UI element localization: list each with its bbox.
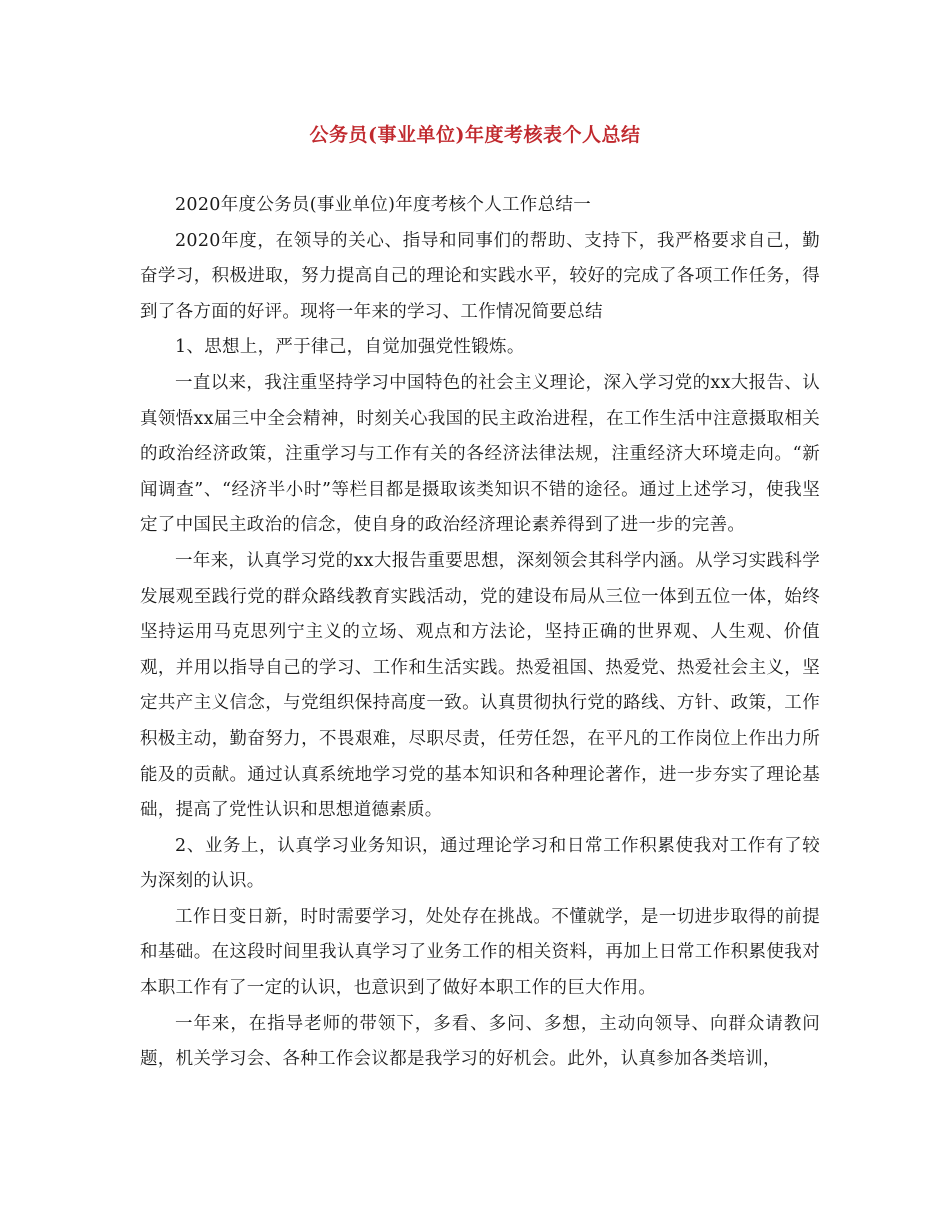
document-title: 公务员(事业单位)年度考核表个人总结	[309, 124, 641, 146]
paragraph: 2020年度公务员(事业单位)年度考核个人工作总结一	[175, 195, 591, 215]
paragraph: 2、业务上，认真学习业务知识，通过理论学习和日常工作积累使我对工作有了较为深刻的认识。	[140, 835, 820, 892]
paragraph: 2020年度，在领导的关心、指导和同事们的帮助、支持下，我严格要求自己，勤奋学习，积极进取，努力提高自己的理论和实践水平，较好的完成了各项工作任务，得到了各方面的好评。现将一年来的学习、工作情况简要总结	[140, 230, 820, 322]
paragraph: 工作日变日新，时时需要学习，处处存在挑战。不懂就学，是一切进步取得的前提和基础。在这段时间里我认真学习了业务工作的相关资料，再加上日常工作积累使我对本职工作有了一定的认识，也意识到了做好本职工作的巨大作用。	[140, 906, 820, 999]
document-body	[140, 188, 820, 1078]
paragraph: 1、思想上，严于律己，自觉加强党性锻炼。	[175, 337, 525, 358]
paragraph: 一年来，认真学习党的xx大报告重要思想，深刻领会其科学内涵。从学习实践科学发展观至践行党的群众路线教育实践活动，党的建设布局从三位一体到五位一体，始终坚持运用马克思列宁主义的立场、观点和方法论，坚持正确的世界观、人生观、价值观，并用以指导自己的学习、工作和生活实践。热爱祖国、热爱党、热爱社会主义，坚定共产主义信念，与党组织保持高度一致。认真贯彻执行党的路线、方针、政策，工作积极主动，勤奋努力，不畏艰难，尽职尽责，任劳任怨，在平凡的工作岗位上作出力所能及的贡献。通过认真系统地学习党的基本知识和各种理论著作，进一步夯实了理论基础，提高了党性认识和思想道德素质。	[140, 550, 820, 821]
paragraph: 一年来，在指导老师的带领下，多看、多问、多想，主动向领导、向群众请教问题，机关学习会、各种工作会议都是我学习的好机会。此外，认真参加各类培训，	[140, 1013, 820, 1070]
paragraph: 一直以来，我注重坚持学习中国特色的社会主义理论，深入学习党的xx大报告、认真领悟xx届三中全会精神，时刻关心我国的民主政治进程，在工作生活中注意摄取相关的政治经济政策，注重学习与工作有关的各经济法律法规，注重经济大环境走向。“新闻调查”、“经济半小时”等栏目都是摄取该类知识不错的途径。通过上述学习，使我坚定了中国民主政治的信念，使自身的政治经济理论素养得到了进一步的完善。	[140, 372, 820, 536]
